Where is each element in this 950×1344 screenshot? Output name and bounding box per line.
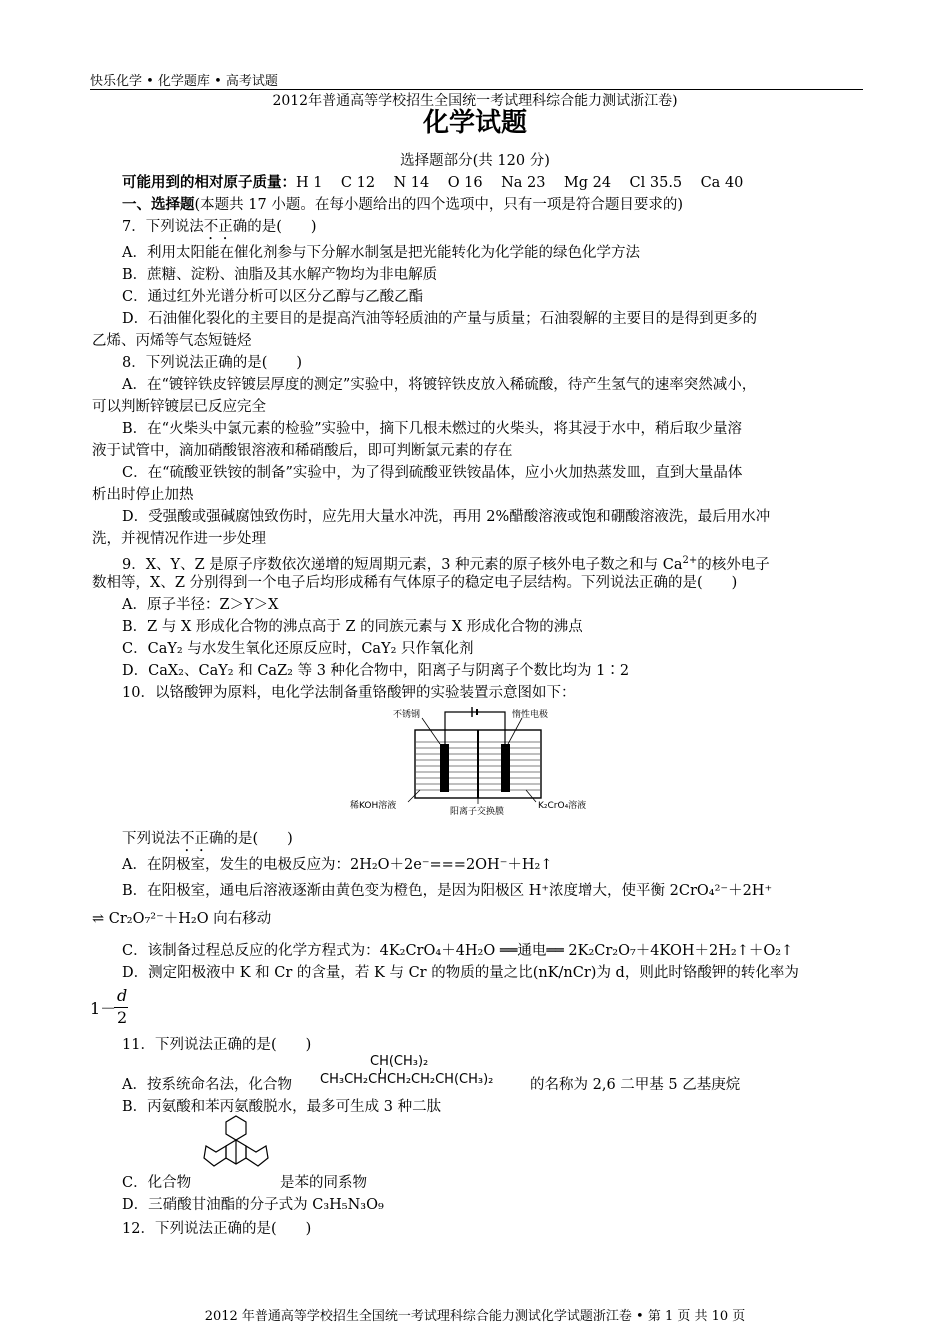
q9-option-b: B．Z 与 X 形成化合物的沸点高于 Z 的同族元素与 X 形成化合物的沸点 — [122, 619, 583, 635]
q8-option-b-line2: 液于试管中，滴加硝酸银溶液和稀硝酸后，即可判断氯元素的存在 — [92, 443, 513, 459]
q11-formula-branch: CH(CH₃)₂ — [370, 1054, 429, 1069]
label-inert-electrode: 惰性电极 — [512, 710, 549, 720]
q9-option-a: A．原子半径：Z＞Y＞X — [122, 597, 279, 613]
q7-option-b: B．蔗糖、淀粉、油脂及其水解产物均为非电解质 — [122, 267, 438, 283]
q11-option-a-prefix: A．按系统命名法，化合物 — [122, 1077, 292, 1093]
q7-option-d-line1: D．石油催化裂化的主要目的是提高汽油等轻质油的产量与质量；石油裂解的主要目的是得到更多的 — [122, 311, 758, 327]
q10-option-c: C．该制备过程总反应的化学方程式为：4K₂CrO₄＋4H₂O ══通电══ 2K₂Cr₂O₇＋4KOH＋2H₂↑＋O₂↑ — [122, 943, 794, 959]
section-title: 选择题部分(共 120 分) — [400, 153, 550, 169]
q10-sub-b: 确的是( ) — [209, 831, 293, 847]
q7-stem — [122, 218, 317, 243]
subject-title: 化学试题 — [422, 108, 527, 138]
q11-option-c-suffix: 是苯的同系物 — [280, 1175, 367, 1191]
q11-stem: 11．下列说法正确的是( ) — [122, 1037, 312, 1053]
q7-stem-b: 确的是( ) — [232, 219, 317, 235]
q10-d-denominator: 2 — [117, 1008, 128, 1027]
q8-option-d-line2: 洗，并视情况作进一步处理 — [92, 531, 266, 547]
q11-option-a-suffix: 的名称为 2,6 二甲基 5 乙基庚烷 — [530, 1077, 741, 1093]
q10-option-d-line1: D．测定阳极液中 K 和 Cr 的含量，若 K 与 Cr 的物质的量之比(nK/nCr)为 d，则此时铬酸钾的转化率为 — [122, 965, 799, 981]
q7-stem-emphasis: 不正 — [203, 219, 233, 235]
q11-option-b: B．丙氨酸和苯丙氨酸脱水，最多可生成 3 种二肽 — [122, 1099, 442, 1115]
q8-option-c-line1: C．在“硫酸亚铁铵的制备”实验中，为了得到硫酸亚铁铵晶体，应小火加热蒸发皿，直到大量晶体 — [122, 465, 743, 481]
q7-option-a: A．利用太阳能在催化剂参与下分解水制氢是把光能转化为化学能的绿色化学方法 — [122, 245, 640, 261]
page-footer: 2012 年普通高等学校招生全国统一考试理科综合能力测试化学试题浙江卷 • 第 1 页 共 10 页 — [204, 1309, 746, 1324]
q8-option-a-line2: 可以判断锌镀层已反应完全 — [92, 399, 266, 415]
q9-stem-line1: 9．X、Y、Z 是原子序数依次递增的短周期元素，3 种元素的原子核外电子数之和与 $Ca^{2+}$的核外电子 — [122, 555, 770, 573]
atomic-masses-label: 可能用到的相对原子质量： — [122, 174, 296, 191]
label-cation-membrane: 阳离子交换膜 — [450, 807, 505, 816]
part-one-note: (本题共 17 小题。在每小题给出的四个选项中，只有一项是符合题目要求的) — [194, 197, 683, 213]
q7-option-c: C．通过红外光谱分析可以区分乙醇与乙酸乙酯 — [122, 289, 424, 305]
label-dilute-koh: 稀KOH溶液 — [350, 801, 397, 811]
part-one-heading — [122, 196, 683, 214]
q10-d-prefix: 1－ — [90, 999, 117, 1018]
q9-stem-b: 的核外电子 — [697, 556, 770, 573]
q7-stem-a: 7．下列说法 — [122, 219, 204, 235]
polycyclic-compound-structure — [198, 1112, 274, 1182]
q10-sub-emphasis: 不正 — [180, 831, 209, 847]
q10-option-b-line1: B．在阳极室，通电后溶液逐渐由黄色变为橙色，是因为阳极区 H⁺浓度增大，使平衡 2CrO₄²⁻＋2H⁺ — [122, 883, 773, 899]
electrolysis-apparatus-figure — [350, 704, 610, 816]
q8-stem: 8．下列说法正确的是( ) — [122, 355, 303, 371]
page-header: 快乐化学 • 化学题库 • 高考试题 — [90, 74, 278, 89]
q8-option-b-line1: B．在“火柴头中氯元素的检验”实验中，摘下几根未燃过的火柴头，将其浸于水中，稍后取少量溶 — [122, 421, 742, 437]
q10-option-b-line2: ⇌ Cr₂O₇²⁻＋H₂O 向右移动 — [92, 911, 272, 927]
q11-option-d: D．三硝酸甘油酯的分子式为 C₃H₅N₃O₉ — [122, 1197, 384, 1213]
q10-d-numerator: d — [117, 986, 128, 1005]
q9-stem-line2: 数相等，X、Z 分别得到一个电子后均形成稀有气体原子的稳定电子层结构。下列说法正确的是( ) — [92, 575, 738, 591]
exam-title: 2012年普通高等学校招生全国统一考试理科综合能力测试浙江卷) — [272, 93, 678, 109]
label-stainless-steel: 不锈钢 — [393, 710, 421, 720]
q10-sub-stem — [122, 830, 293, 855]
q8-option-c-line2: 析出时停止加热 — [92, 487, 194, 503]
q10-sub-a: 下列说法 — [122, 831, 180, 847]
q8-option-a-line1: A．在“镀锌铁皮锌镀层厚度的测定”实验中，将镀锌铁皮放入稀硫酸，待产生氢气的速率突然减小， — [122, 377, 757, 393]
q9-option-d: D．CaX₂、CaY₂ 和 CaZ₂ 等 3 种化合物中，阳离子与阴离子个数比均为 1∶2 — [122, 663, 630, 679]
header-rule — [90, 89, 863, 90]
q8-option-d-line1: D．受强酸或强碱腐蚀致伤时，应先用大量水冲洗，再用 2%醋酸溶液或饱和硼酸溶液洗，最后用水冲 — [122, 509, 771, 525]
q10-option-a: A．在阴极室，发生的电极反应为：2H₂O＋2e⁻===2OH⁻＋H₂↑ — [122, 857, 553, 873]
label-k2cro4-solution: K₂CrO₄溶液 — [538, 801, 587, 811]
q11-option-c-prefix: C．化合物 — [122, 1175, 192, 1191]
q9-stem-a: 9．X、Y、Z 是原子序数依次递增的短周期元素，3 种元素的原子核外电子数之和与 Ca — [122, 556, 683, 573]
q10-stem: 10．以铬酸钾为原料，电化学法制备重铬酸钾的实验装置示意图如下： — [122, 685, 576, 701]
atomic-masses-values: H 1 C 12 N 14 O 16 Na 23 Mg 24 Cl 35.5 Ca 40 — [296, 175, 744, 191]
atomic-masses-line — [122, 174, 743, 192]
q9-option-c: C．CaY₂ 与水发生氧化还原反应时，CaY₂ 只作氧化剂 — [122, 641, 474, 657]
q11-formula-main: CH₃CH₂CHCH₂CH₂CH(CH₃)₂ — [320, 1072, 494, 1087]
q12-stem: 12．下列说法正确的是( ) — [122, 1221, 312, 1237]
part-one-title: 一、选择题 — [122, 196, 195, 213]
q7-option-d-line2: 乙烯、丙烯等气态短链烃 — [92, 333, 252, 349]
